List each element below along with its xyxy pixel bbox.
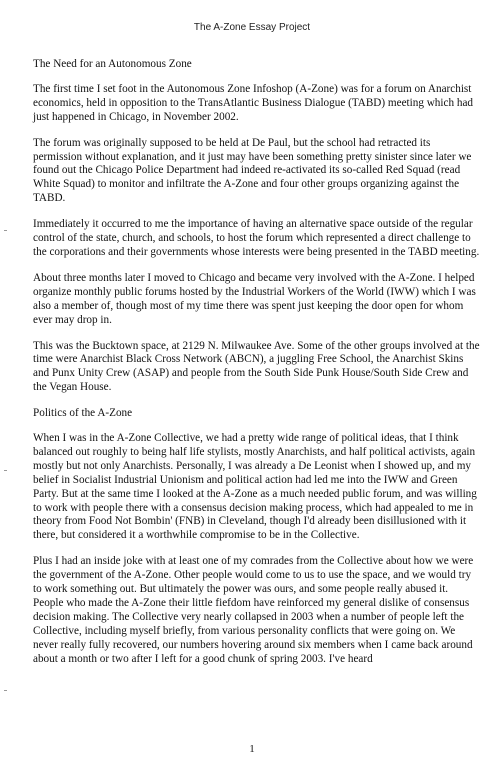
paragraph: Plus I had an inside joke with at least one of my comrades from the Collective about how we were the government of the A-Zone. Other people would come to us to use the space, and we would try to work something out. But ultimately the power was ours, and some people really abused it. People who made the A-Zone their little fiefdom have reinforced my general dislike of consensus decision making. The Collective very nearly collapsed in 2003 when a number of people left the Collective, including myself briefly, from various personality conflicts that were going on. We never really fully recovered, our numbers hovering around six members when I came back around about a month or two after I left for a good chunk of spring 2003. I've heard	[33, 555, 474, 665]
paragraph: The first time I set foot in the Autonomous Zone Infoshop (A-Zone) was for a forum on Anarchist economics, held in opposition to the TransAtlantic Business Dialogue (TABD) meeting which had just happened in Chicago, in November 2002.	[33, 82, 474, 123]
document-body	[33, 58, 481, 679]
section-heading: The Need for an Autonomous Zone	[33, 58, 192, 70]
paragraph: This was the Bucktown space, at 2129 N. Milwaukee Ave. Some of the other groups involved at the time were Anarchist Black Cross Network (ABCN), a juggling Free School, the Anarchist Skins and Punx Unity Crew (ASAP) and people from the South Side Punk House/South Side Crew and the Vegan House.	[33, 339, 480, 394]
paragraph: When I was in the A-Zone Collective, we had a pretty wide range of political ideas, that I think balanced out roughly to being half life stylists, mostly Anarchists, and half political activists, again mostly but not only Anarchists. Personally, I was already a De Leonist when I showed up, and my belief in Socialist Industrial Unionism and political action had led me into the IWW and Green Party. But at the same time I looked at the A-Zone as a much needed public forum, and was willing to work with people there with a consensus decision making process, which had appealed to me in theory from Food Not Bombin' (FNB) in Cleveland, though I'd already been disillusioned with it there, but considered it a worthwhile compromise to be in the Collective.	[33, 432, 477, 542]
page-number: 1	[249, 743, 255, 755]
scan-mark	[4, 230, 7, 231]
paragraph: About three months later I moved to Chicago and became very involved with the A-Zone. I helped organize monthly public forums hosted by the Industrial Workers of the World (IWW) which I was also a member of, though most of my time there was spent just keeping the door open for whom ever may drop in.	[33, 271, 476, 326]
page-header: The A-Zone Essay Project	[193, 22, 311, 33]
section-heading: Politics of the A-Zone	[33, 407, 133, 420]
paragraph: Immediately it occurred to me the importance of having an alternative space outside of the regular control of the state, church, and schools, to host the forum which represented a direct challenge to the corporations and their governments whose interests were being presented in the TABD meeting.	[33, 218, 480, 258]
paragraph: The forum was originally supposed to be held at De Paul, but the school had retracted its permission without explanation, and it just may have been something pretty sinister since later we found out the Chicago Police Department had indeed re-activated its so-called Red Squad (read White Squad) to monitor and infiltrate the A-Zone and four other groups organizing against the TABD.	[33, 136, 472, 205]
scan-mark	[4, 470, 7, 471]
scan-mark	[4, 690, 7, 691]
